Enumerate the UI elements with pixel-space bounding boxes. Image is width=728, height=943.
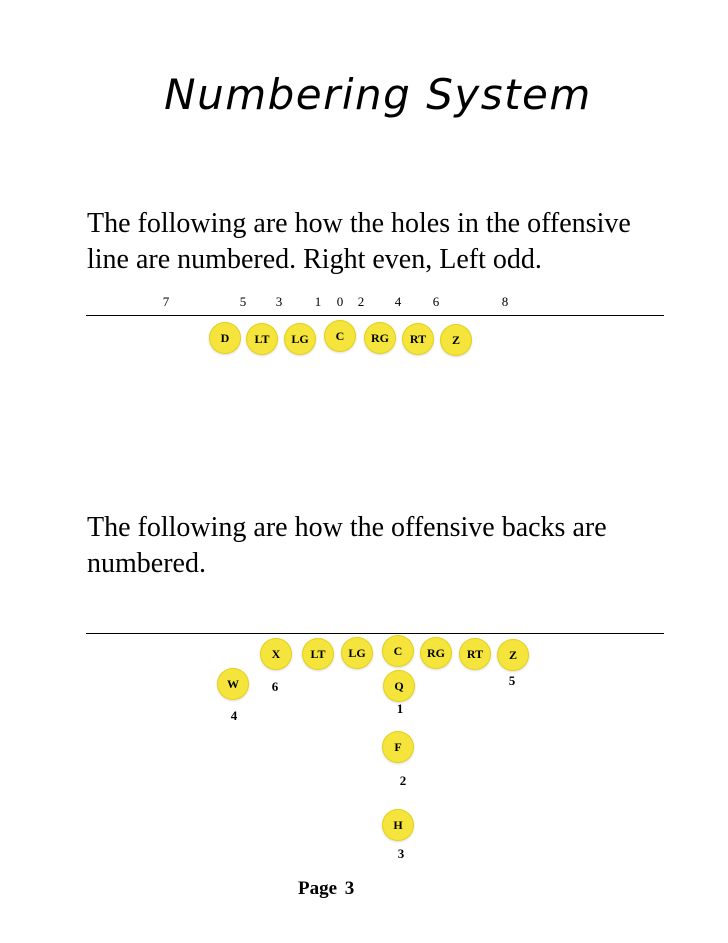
page-number: [298, 878, 354, 900]
player-label: X: [271, 646, 281, 661]
player-label: RG: [371, 330, 389, 345]
player-rg: [364, 322, 396, 354]
player-label: D: [220, 330, 230, 345]
hole-number: 2: [357, 294, 365, 309]
hole-number: 6: [432, 294, 440, 309]
back-h-number: 3: [397, 846, 405, 861]
hole-number: 5: [239, 294, 247, 309]
player-rt: [402, 323, 434, 355]
hole-number: 4: [394, 294, 402, 309]
player-label: Q: [394, 678, 404, 693]
player-label: C: [335, 328, 345, 343]
backs-numbering-description: The following are how the offensive backs are numbered.: [87, 512, 607, 579]
hole-number: 8: [501, 294, 509, 309]
line-numbering-description: The following are how the holes in the offensive line are numbered. Right even, Left odd.: [87, 208, 631, 275]
player-rg: [420, 637, 452, 669]
page-number-value: 3: [344, 878, 355, 899]
player-rt: [459, 638, 491, 670]
back-q: [383, 670, 415, 702]
back-f-number: 2: [399, 773, 407, 788]
player-label: F: [394, 739, 402, 754]
page-label: Page: [298, 878, 338, 899]
player-label: LG: [291, 331, 309, 346]
back-h: [382, 809, 414, 841]
player-label: RT: [466, 646, 484, 661]
player-lg: [284, 323, 316, 355]
player-label: LG: [348, 645, 366, 660]
player-lt: [302, 638, 334, 670]
player-label: RG: [427, 645, 445, 660]
player-label: C: [393, 643, 403, 658]
player-d: [209, 322, 241, 354]
line-of-scrimmage: [86, 315, 664, 316]
backs-line-of-scrimmage: [86, 633, 664, 634]
player-z: [440, 324, 472, 356]
back-w: [217, 668, 249, 700]
player-c: [324, 320, 356, 352]
hole-number: 0: [336, 294, 344, 309]
z-number: 5: [508, 673, 516, 688]
player-lt: [246, 323, 278, 355]
back-q-number: 1: [396, 701, 404, 716]
player-c: [382, 635, 414, 667]
back-f: [382, 731, 414, 763]
player-z: [497, 639, 529, 671]
player-label: Z: [451, 332, 460, 347]
player-label: W: [227, 676, 239, 691]
player-label: LT: [310, 646, 326, 661]
player-label: LT: [254, 331, 270, 346]
hole-number: 7: [162, 294, 170, 309]
player-label: RT: [409, 331, 427, 346]
player-label: Z: [508, 647, 517, 662]
page-title: Numbering System: [164, 70, 592, 119]
back-w-number: 4: [230, 708, 238, 723]
player-lg: [341, 637, 373, 669]
x-number: 6: [271, 679, 279, 694]
player-x: [260, 638, 292, 670]
player-label: H: [393, 817, 403, 832]
hole-number: 1: [314, 294, 322, 309]
hole-number: 3: [275, 294, 283, 309]
